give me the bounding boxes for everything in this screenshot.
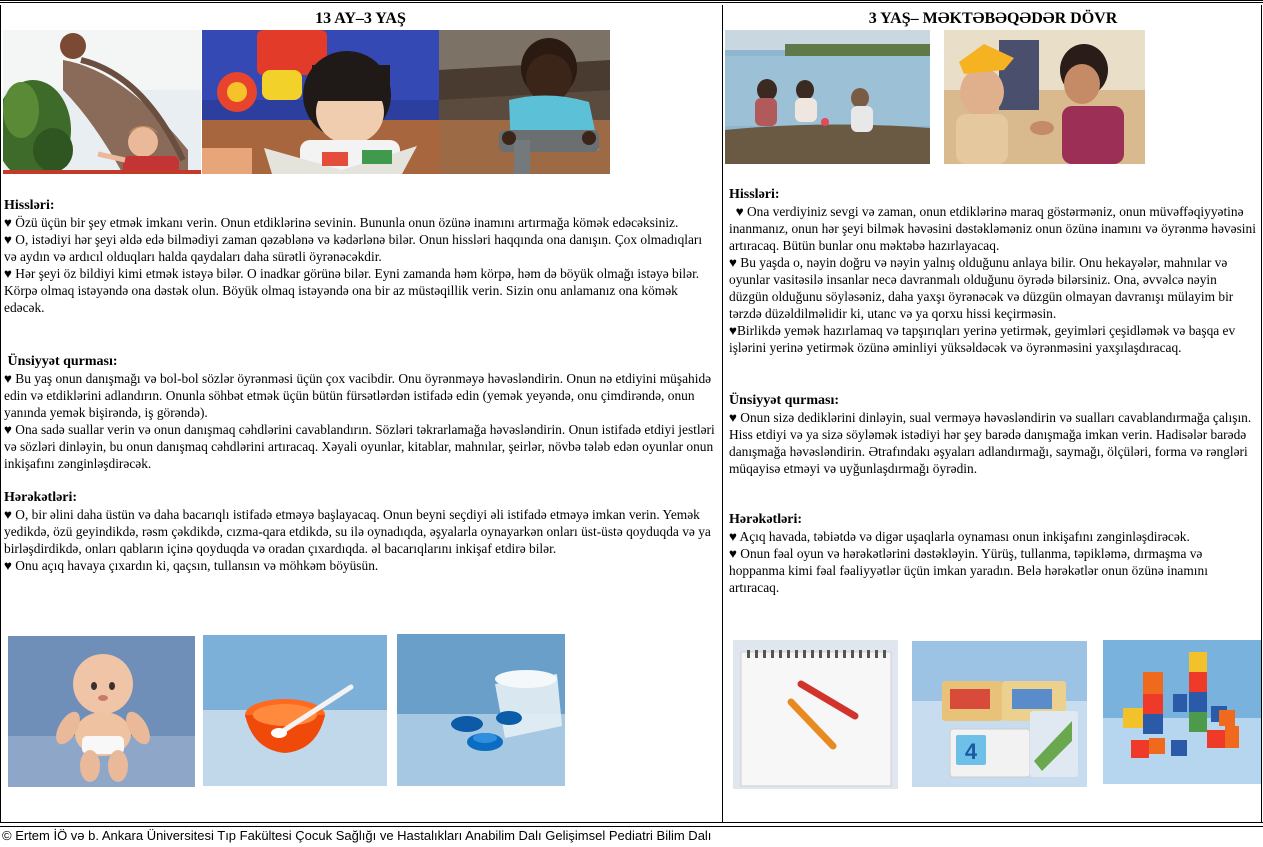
photo-picture-cards bbox=[912, 641, 1087, 787]
right-column bbox=[727, 5, 1259, 30]
left-movements-item-2: ♥ Onu açıq havaya çıxardın ki, qaçsın, tullansın və möhkəm böyüsün. bbox=[4, 558, 379, 573]
left-communication-item-1: ♥ Bu yaş onun danışmağı və bol-bol sözlər öyrənməsi üçün çox vacibdir. Onu öyrənməyə həvəsləndirin. Onun nə etdiyini müşahidə edin və etdiklərini adlandırın. Onunla söhbət etmək üçün bütün fürsətlərdən istifadə edin (yemək yeyəndə, onu çimdirəndə, onun yanında yemək bişirəndə, iş görəndə). bbox=[4, 371, 712, 420]
right-feelings-section bbox=[729, 187, 1259, 356]
right-feelings-heading: Hissləri: bbox=[729, 187, 780, 202]
left-column bbox=[3, 5, 718, 30]
photo-bowl-and-spoon bbox=[203, 635, 387, 786]
top-double-rule bbox=[0, 0, 1263, 3]
right-movements-heading: Hərəkətləri: bbox=[729, 512, 803, 527]
column-divider bbox=[722, 5, 723, 823]
left-movements-item-1: ♥ O, bir əlini daha üstün və daha bacarıqlı istifadə etməyə başlayacaq. Onun beyni seçdiyi əli istifadə etməyə imkan verin. Yemək yedikdə, özü geyindikdə, rəsm çəkdikdə, cızma-qara etdikdə, su ilə oynadıqda, əşyalarla oynayarkən onları üst-üstə qoyduqda və ya birləşdirdikdə, onları qabların içinə qoyduqda və oradan çıxardıqda. əl bacarıqlarını inkişaf etdirə bilər. bbox=[4, 507, 711, 556]
left-feelings-item-1: ♥ Özü üçün bir şey etmək imkanı verin. Onun etdiklərinə sevinin. Bununla onun özünə inamını artırmağa kömək edəcəksiniz. bbox=[4, 215, 679, 230]
left-feelings-item-2: ♥ O, istədiyi hər şeyi əldə edə bilmədiyi zaman qəzəblənə və kədərlənə bilər. Onun hissləri haqqında ona danışın. Çox olmadıqları və aydın və ardıcıl olduqları halda qaydaları daha sürətli öyrənəcəkdir. bbox=[4, 232, 703, 264]
left-feelings-heading: Hissləri: bbox=[4, 198, 55, 213]
photo-grandma-child-plant bbox=[3, 30, 201, 174]
left-feelings-item-3: ♥ Hər şeyi öz bildiyi kimi etmək istəyə bilər. O inadkar görünə bilər. Eyni zamanda həm körpə, həm də böyük olmağı istəyə bilər. Körpə olmaq istəyəndə ona dəstək olun. Böyük olmaq istəyəndə ona bir az müstəqillik verin. Sizin onu anlamanız ona kömək edəcək. bbox=[4, 266, 700, 315]
right-column-title: 3 YAŞ– MƏKTƏBƏQƏDƏR DÖVR bbox=[868, 10, 1118, 27]
right-feelings-item-3: ♥Birlikdə yemək hazırlamaq və tapşırıqları yerinə yetirmək, geyimləri çeşidləmək və başqa ev işlərini yerinə yetirmək özünə əminliyi yüksəldəcək və öyrənməsini yaxşılaşdıracaq. bbox=[729, 323, 1236, 355]
left-communication-item-2: ♥ Ona sadə suallar verin və onun danışmaq cəhdlərini cavablandırın. Sözləri təkrarlamağa həvəsləndirin. Onun istifadə etdiyi jestləri və sözləri dinləyin, bu onun danışmaq cəhdlərini artıracaq. Xəyali oyunlar, kitablar, mahnılar, şeirlər, növbə tələb edən oyunlar onun inkişafını zənginləşdirəcək. bbox=[4, 422, 715, 471]
photo-child-with-mother bbox=[944, 30, 1145, 164]
right-communication-item-1: ♥ Onun sizə dediklərini dinləyin, sual verməyə həvəsləndirin və sualları cavablandırmağa çalışın. Hiss etdiyi və ya sizə söyləmək istədiyi hər şey barədə danışmağa imkan verin. Hadisələr barədə danışmağa həvəsləndirin. Ətrafındakı əşyaları adlandırmağı, saymağı, ölçüləri, forma və rəngləri müqayisə etməyi və uyğunlaşdırmağı öyrədin. bbox=[729, 410, 1252, 476]
right-feelings-item-1: ♥ Ona verdiyiniz sevgi və zaman, onun etdiklərinə maraq göstərməniz, onun müvəffəqiyyətinə inanmanız, onun hər şeyi bilmək həvəsini dəstəkləməniz onun özünə inamını və öyrənmə həvəsini artıracaq. Bütün bunlar onu məktəbə hazırlayacaq. bbox=[729, 204, 1260, 253]
left-communication-section bbox=[4, 354, 716, 472]
right-movements-item-1: ♥ Açıq havada, təbiətdə və digər uşaqlarla oynaması onun inkişafını zənginləşdirəcək. bbox=[729, 529, 1190, 544]
copyright-footer: © Ertem İÖ və b. Ankara Üniversitesi Tıp Fakültesi Çocuk Sağlığı ve Hastalıkları Anabilim Dalı Gelişimsel Pediatri Bilim Dalı bbox=[2, 828, 712, 843]
right-communication-section bbox=[729, 393, 1259, 477]
photo-cup-and-lids bbox=[397, 634, 565, 786]
left-feelings-section bbox=[4, 198, 716, 316]
photo-baby-doll bbox=[8, 636, 195, 787]
right-movements-section bbox=[729, 512, 1259, 596]
right-frame-line bbox=[1261, 5, 1262, 823]
photo-child-with-faucet bbox=[439, 30, 610, 174]
bottom-double-rule bbox=[0, 822, 1263, 827]
right-feelings-item-2: ♥ Bu yaşda o, nəyin doğru və nəyin yalnış olduğunu anlaya bilir. Onu hekayələr, mahnılar və oyunlar vasitəsilə insanlar necə davranmalı olduğunu öyrədə bilərsiniz. Ona, əvvəlcə nəyin düzgün olduğunu söyləsəniz, daha yaxşı öyrənəcək və düzgün olmayan davranışı mülayim bir tərzdə düzəldilməlidir ki, utanc və ya qorxu hissi keçirməsin. bbox=[729, 255, 1234, 321]
left-column-title: 13 AY–3 YAŞ bbox=[315, 10, 406, 27]
card-number-text: 4 bbox=[964, 739, 978, 764]
photo-building-blocks bbox=[1103, 640, 1261, 784]
photo-child-reading-book bbox=[202, 30, 439, 174]
photo-crayons-on-paper bbox=[733, 640, 898, 789]
left-communication-heading: Ünsiyyət qurması: bbox=[4, 354, 118, 369]
photo-children-at-lake bbox=[725, 30, 930, 164]
left-frame-line bbox=[0, 5, 1, 823]
right-movements-item-2: ♥ Onun fəal oyun və hərəkətlərini dəstəkləyin. Yürüş, tullanma, təpikləmə, dırmaşma və hoppanma kimi fəal fəaliyyətlər üçün imkan yaradın. Belə hərəkətlər onun özünə inamını artıracaq. bbox=[729, 546, 1208, 595]
left-movements-heading: Hərəkətləri: bbox=[4, 490, 78, 505]
left-movements-section bbox=[4, 490, 716, 574]
right-communication-heading: Ünsiyyət qurması: bbox=[729, 393, 840, 408]
